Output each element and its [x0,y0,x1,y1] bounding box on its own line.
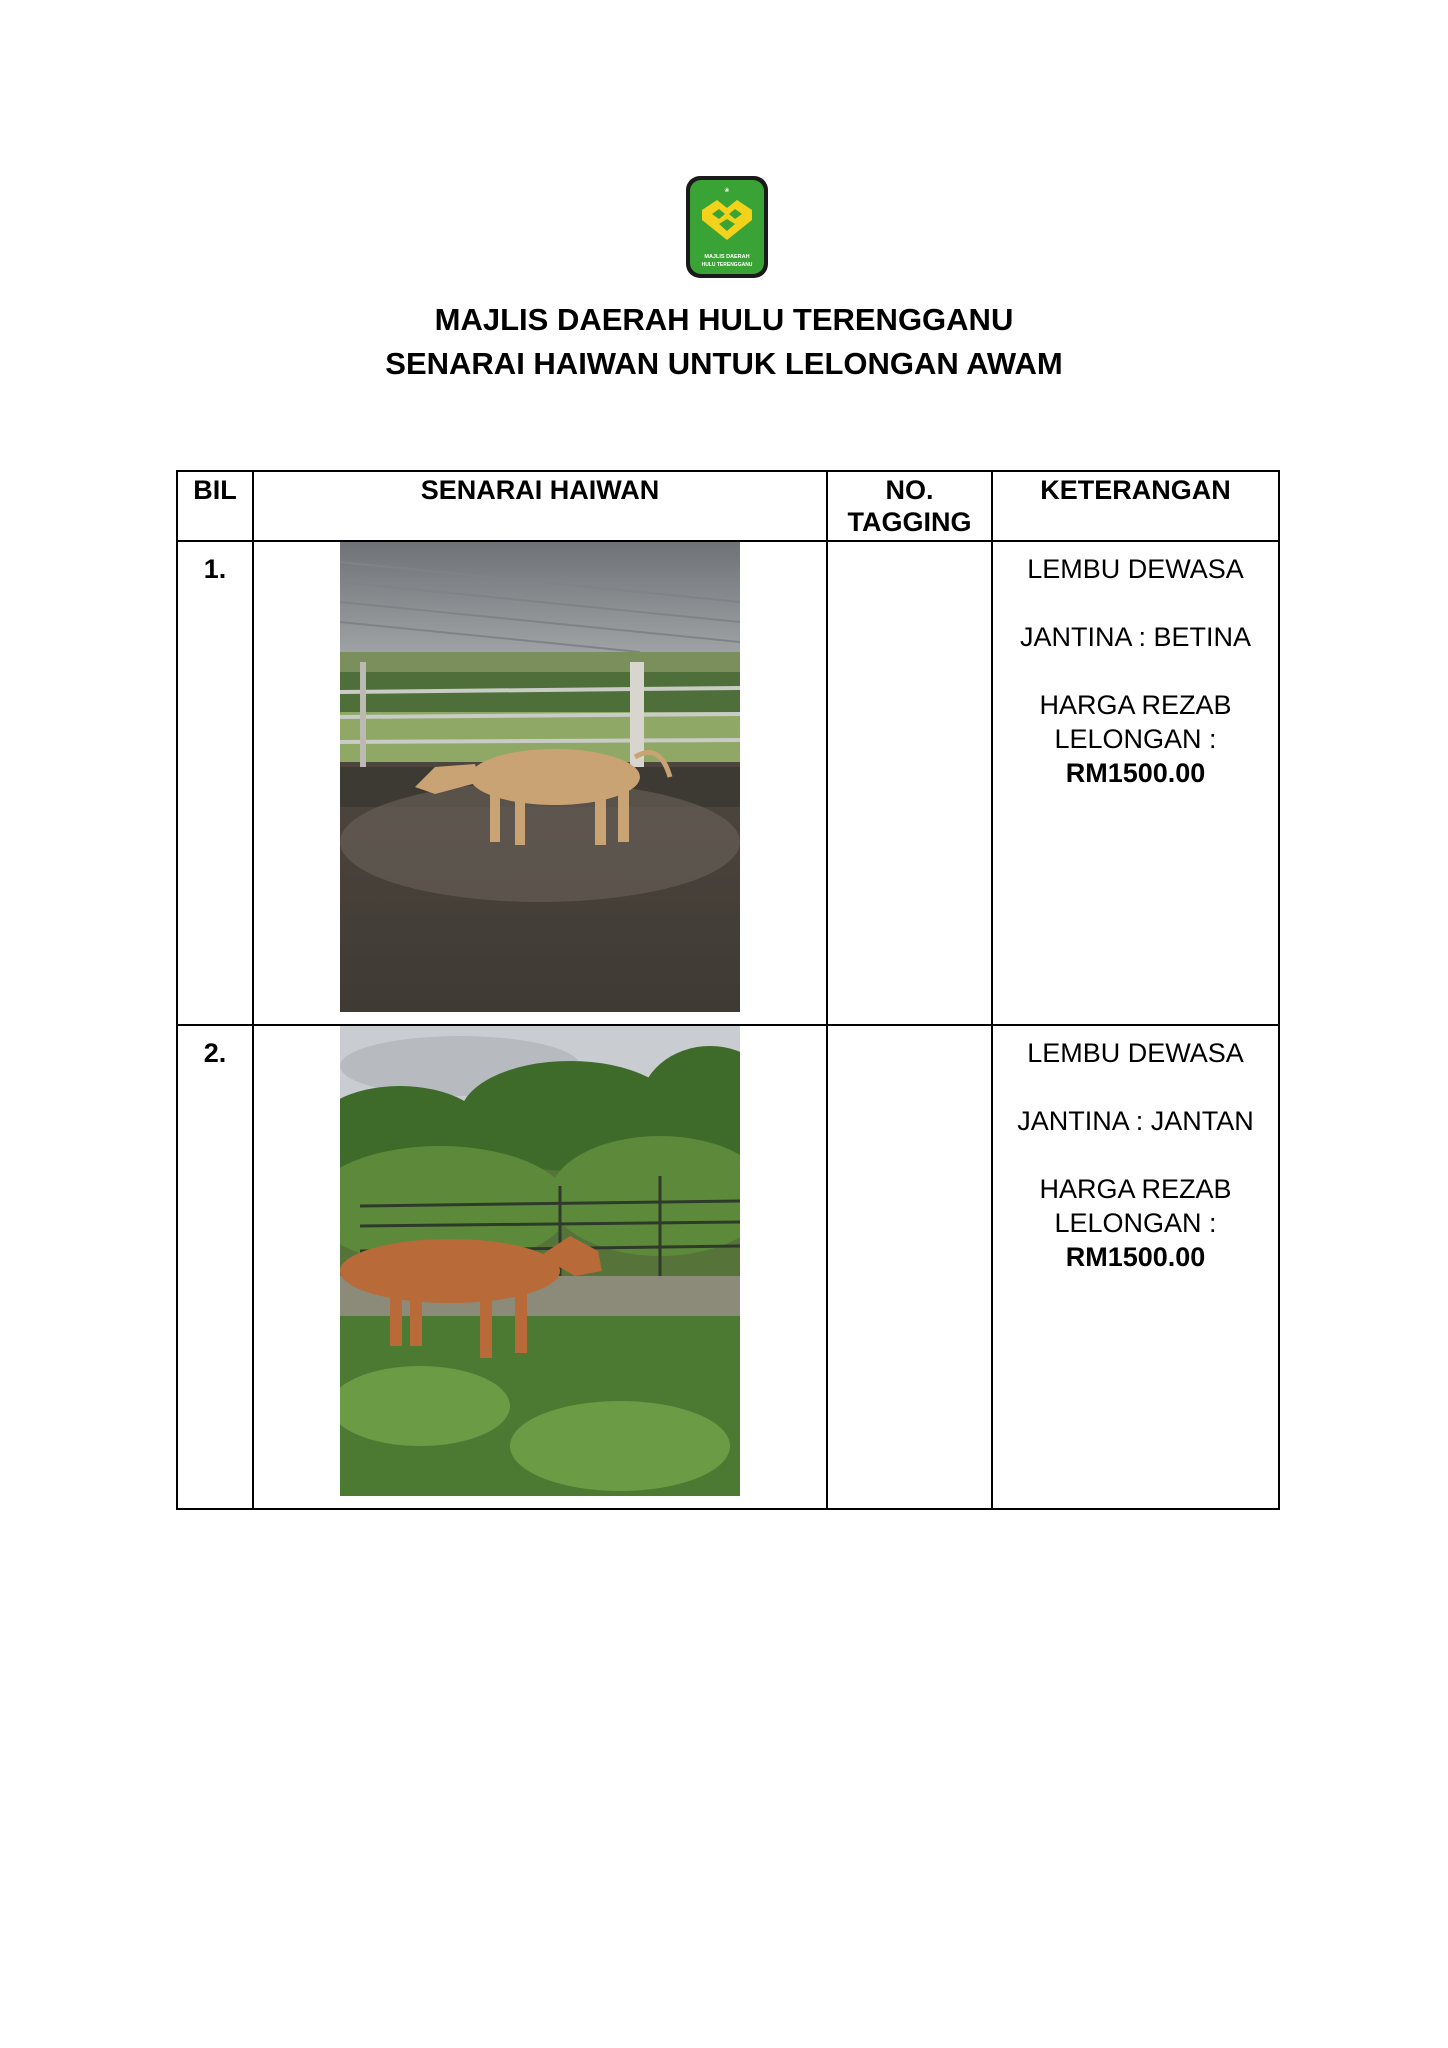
animal-gender: JANTINA : JANTAN [1017,1106,1254,1136]
page-subtitle: SENARAI HAIWAN UNTUK LELONGAN AWAM [385,346,1063,381]
table-header-row [177,471,1279,541]
table-row [177,541,1279,1025]
page-title: MAJLIS DAERAH HULU TERENGGANU [434,302,1014,337]
animal-gender: JANTINA : BETINA [1019,622,1252,652]
logo-text-2: HULU TERENGGANU [701,262,753,268]
reserve-price: RM1500.00 [1065,1242,1206,1272]
logo-text-1: MAJLIS DAERAH [704,254,750,260]
row-number: 2. [177,1025,253,1509]
reserve-price-label-2: LELONGAN : [1054,1208,1217,1238]
tagging-cell [827,541,992,1025]
table-row [177,1025,1279,1509]
animal-photo-cell [253,1025,827,1509]
header-keterangan: KETERANGAN [992,471,1279,541]
reserve-price-label-1: HARGA REZAB [1039,690,1232,720]
description-cell [992,541,1279,1025]
animal-type: LEMBU DEWASA [1027,1038,1244,1068]
reserve-price-label-1: HARGA REZAB [1039,1174,1232,1204]
row-number: 1. [177,541,253,1025]
animal-type: LEMBU DEWASA [1027,554,1244,584]
reserve-price: RM1500.00 [1065,758,1206,788]
cow-in-shed-photo [340,542,740,1012]
cow-in-field-photo [340,1026,740,1496]
animal-list-table [176,470,1280,1510]
mdht-logo-icon [684,174,770,280]
header-senarai: SENARAI HAIWAN [253,471,827,541]
header-tagging: NO. TAGGING [827,471,992,541]
svg-text:❀: ❀ [724,187,730,194]
reserve-price-label-2: LELONGAN : [1054,724,1217,754]
header-bil: BIL [177,471,253,541]
animal-photo-cell [253,541,827,1025]
tagging-cell [827,1025,992,1509]
description-cell [992,1025,1279,1509]
